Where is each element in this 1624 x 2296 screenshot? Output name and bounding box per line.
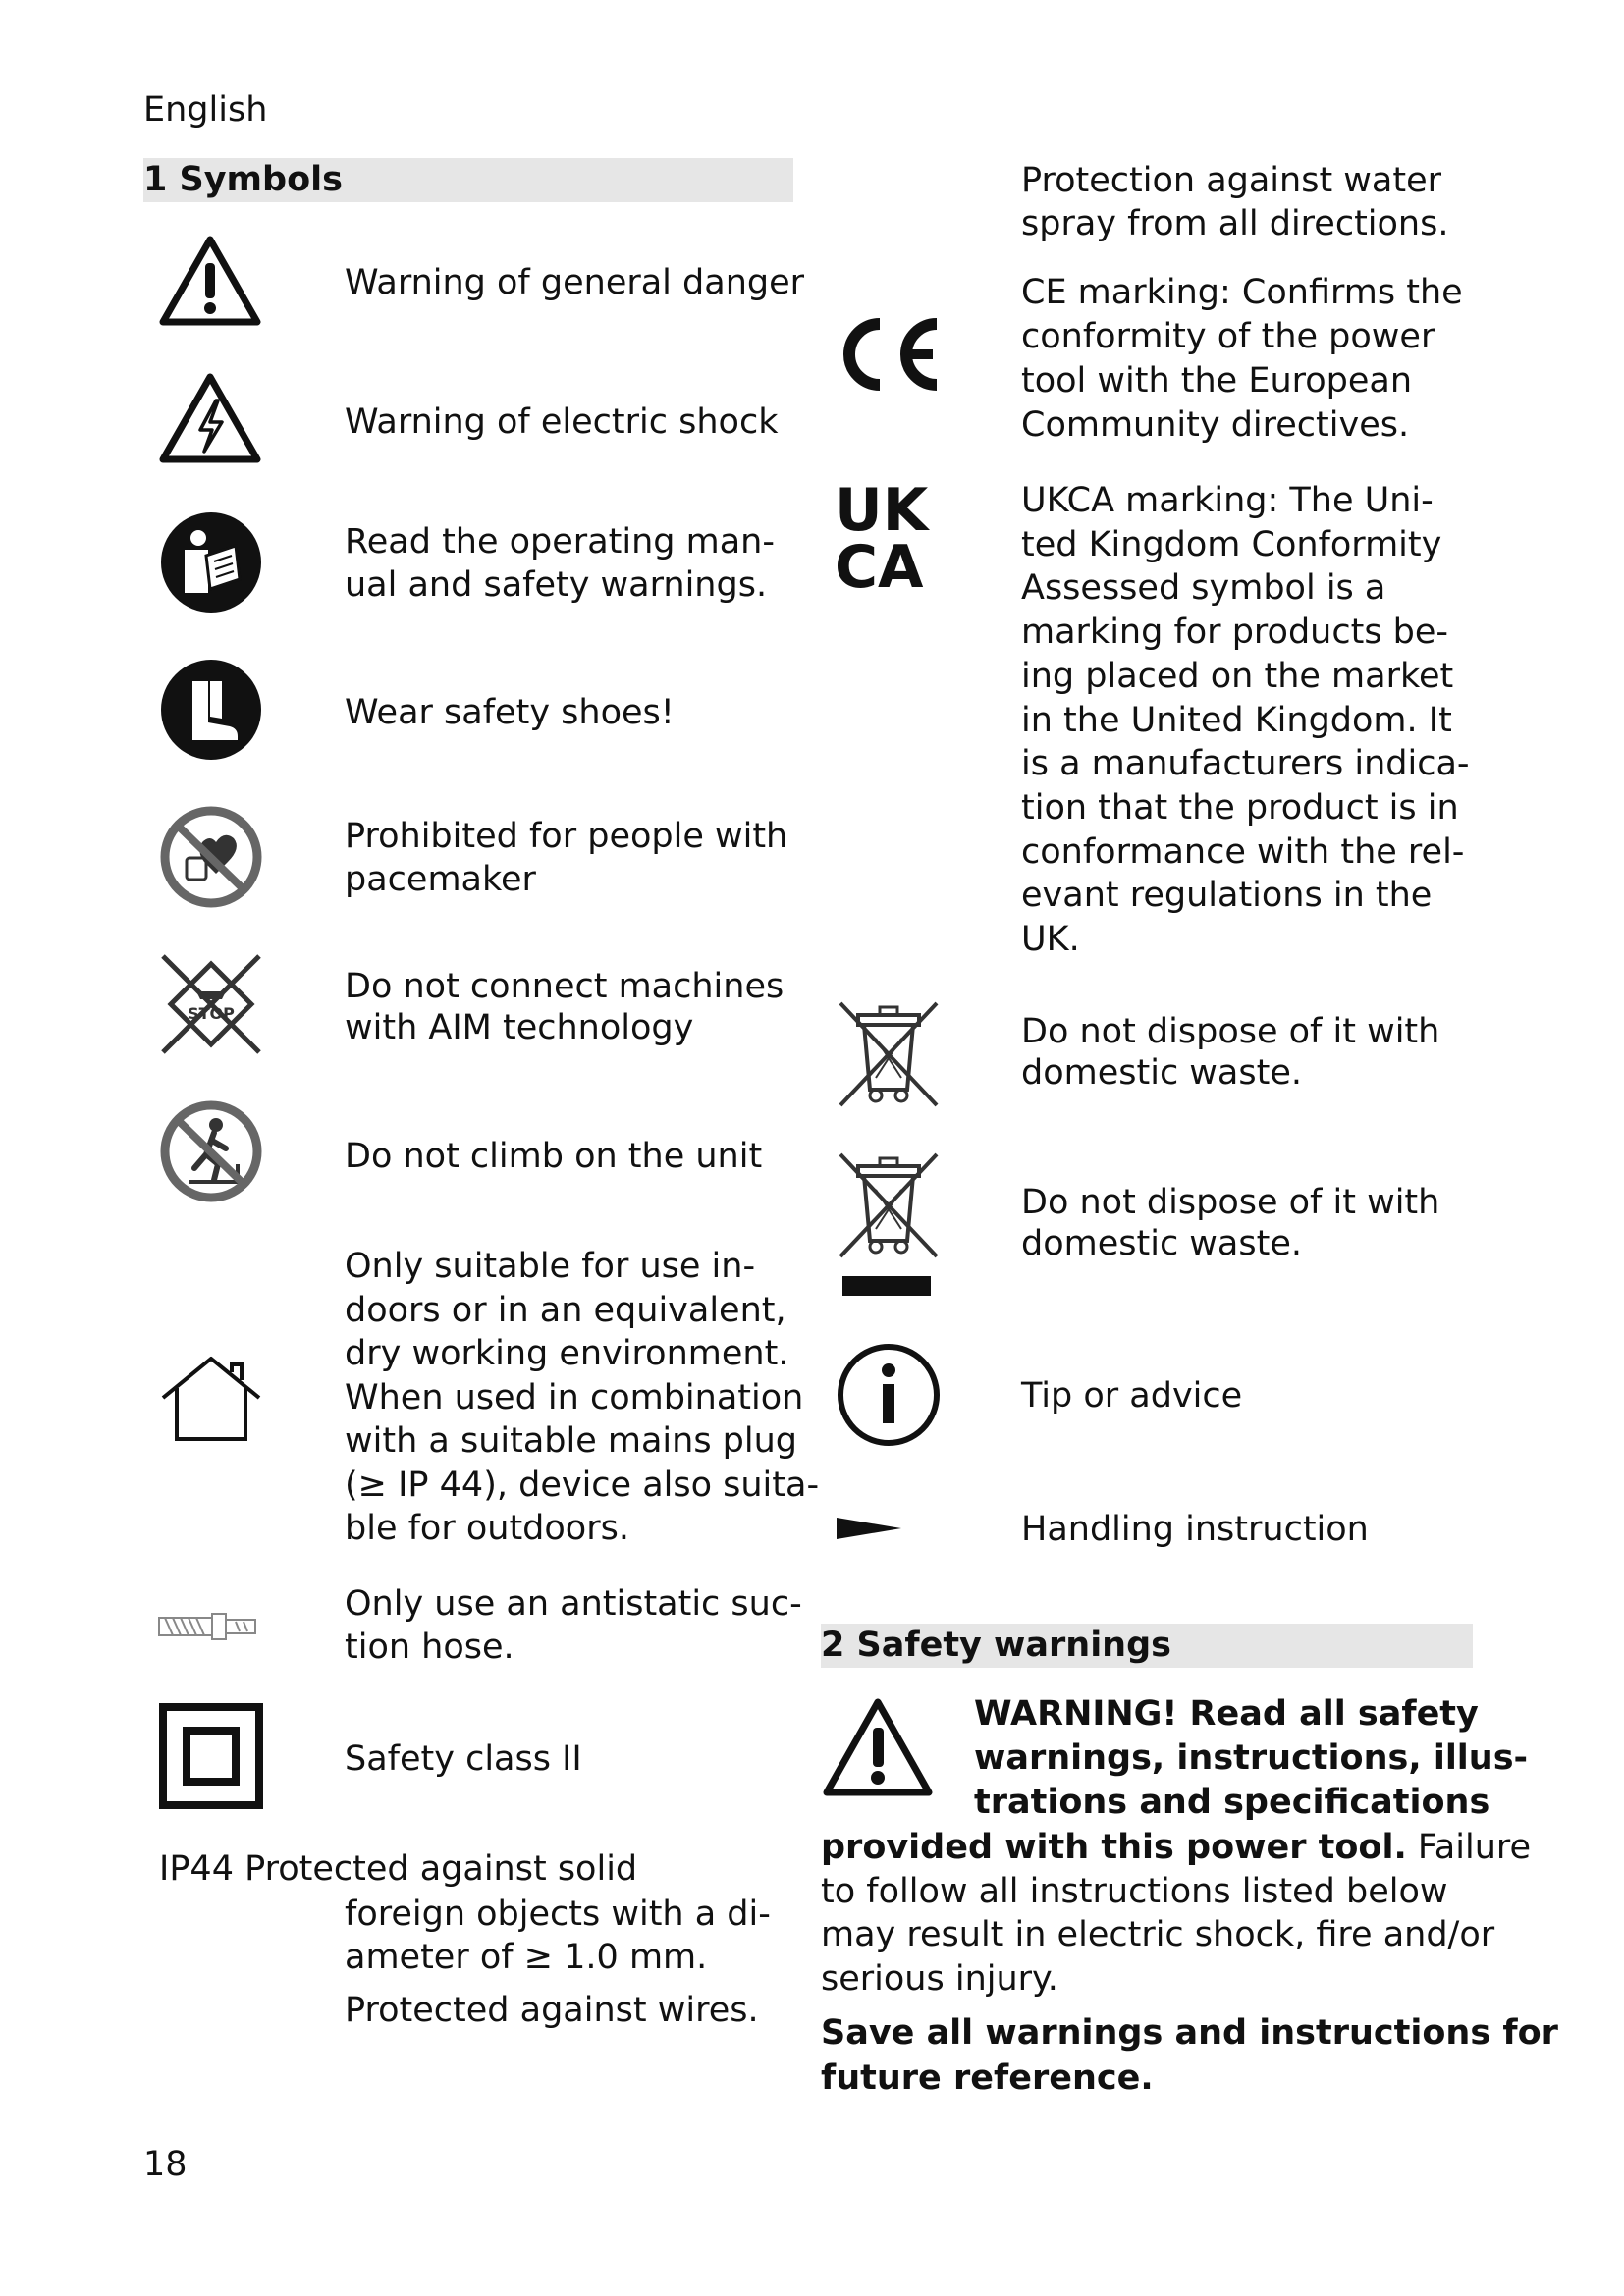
symbol-text-weee: Do not dispose of it with domestic waste. <box>1021 1012 1440 1093</box>
symbol-text-safety-shoes: Wear safety shoes! <box>345 693 675 732</box>
page-number: 18 <box>143 2145 188 2184</box>
svg-text:CA: CA <box>835 533 924 602</box>
svg-text:STOP: STOP <box>188 1004 235 1023</box>
electric-shock-icon <box>157 371 263 467</box>
safety-save-note: Save all warnings and instructions for future reference. <box>821 2013 1558 2098</box>
safety-warning-body: provided with this power tool. Failure to follow all instructions listed below may result in electric shock, fire and/or serious injury. <box>821 1828 1532 1999</box>
warning-triangle-icon <box>821 1696 935 1800</box>
section-title-safety: 2 Safety warnings <box>821 1624 1473 1668</box>
no-aim-icon <box>157 950 265 1058</box>
safety-warning-heading: WARNING! Read all safety warnings, instructions, illus- trations and specifications <box>974 1694 1529 1822</box>
svg-text:UK: UK <box>835 476 929 545</box>
ip44-wires: Protected against wires. <box>345 1991 759 2030</box>
symbol-text-aim: Do not connect machines with AIM technology <box>345 967 785 1047</box>
symbol-text-handling: Handling instruction <box>1021 1510 1369 1549</box>
symbol-text-antistatic-hose: Only use an antistatic suc- tion hose. <box>345 1584 802 1667</box>
weee-bin-bar-icon <box>837 1150 941 1298</box>
symbol-text-read-manual: Read the operating man- ual and safety warnings. <box>345 522 775 605</box>
symbol-text-no-climb: Do not climb on the unit <box>345 1137 763 1176</box>
weee-bin-icon <box>837 999 941 1107</box>
safety-class-2-icon <box>159 1703 263 1809</box>
indoor-house-icon <box>157 1353 265 1443</box>
symbol-text-ce: CE marking: Confirms the conformity of the power tool with the European Community directives. <box>1021 273 1463 445</box>
ukca-mark-icon <box>835 476 943 602</box>
symbol-text-general-danger: Warning of general danger <box>345 263 805 302</box>
symbol-text-tip: Tip or advice <box>1021 1376 1243 1415</box>
ip44-line: IP44 Protected against solid <box>159 1849 638 1889</box>
symbol-text-weee-bar: Do not dispose of it with domestic waste. <box>1021 1183 1440 1263</box>
handling-arrow-icon <box>837 1516 903 1541</box>
symbol-text-safety-class-2: Safety class II <box>345 1739 582 1779</box>
symbol-text-water-spray: Protection against water spray from all directions. <box>1021 161 1449 243</box>
antistatic-hose-icon <box>157 1610 265 1643</box>
ce-mark-icon <box>835 316 945 393</box>
symbol-text-electric-shock: Warning of electric shock <box>345 402 779 442</box>
ip44-detail: foreign objects with a di- ameter of ≥ 1.0 mm. <box>345 1895 771 1977</box>
no-pacemaker-icon <box>159 805 263 909</box>
section-title-symbols: 1 Symbols <box>143 158 793 202</box>
safety-shoes-icon <box>159 658 263 762</box>
symbol-text-pacemaker: Prohibited for people with pacemaker <box>345 817 788 899</box>
symbol-text-indoor: Only suitable for use in- doors or in an equivalent, dry working environment. When used in combination with a suitable mains plug (≥ IP 44), device also suita- ble for outdoors. <box>345 1247 820 1548</box>
safety-bold-lead: provided with this power tool. <box>821 1828 1407 1867</box>
read-manual-icon <box>159 510 263 614</box>
safety-normal-tail: Failure <box>1406 1828 1532 1867</box>
warning-triangle-icon <box>157 234 263 330</box>
no-climb-icon <box>159 1099 263 1203</box>
symbol-text-ukca: UKCA marking: The Uni- ted Kingdom Conformity Assessed symbol is a marking for products be- ing placed on the market in the United Kingdom. It is a manufacturers indica- tion that the product is in conformance with the rel- evant regulations in the UK. <box>1021 481 1470 960</box>
info-icon <box>837 1343 941 1447</box>
language-label: English <box>143 90 268 130</box>
